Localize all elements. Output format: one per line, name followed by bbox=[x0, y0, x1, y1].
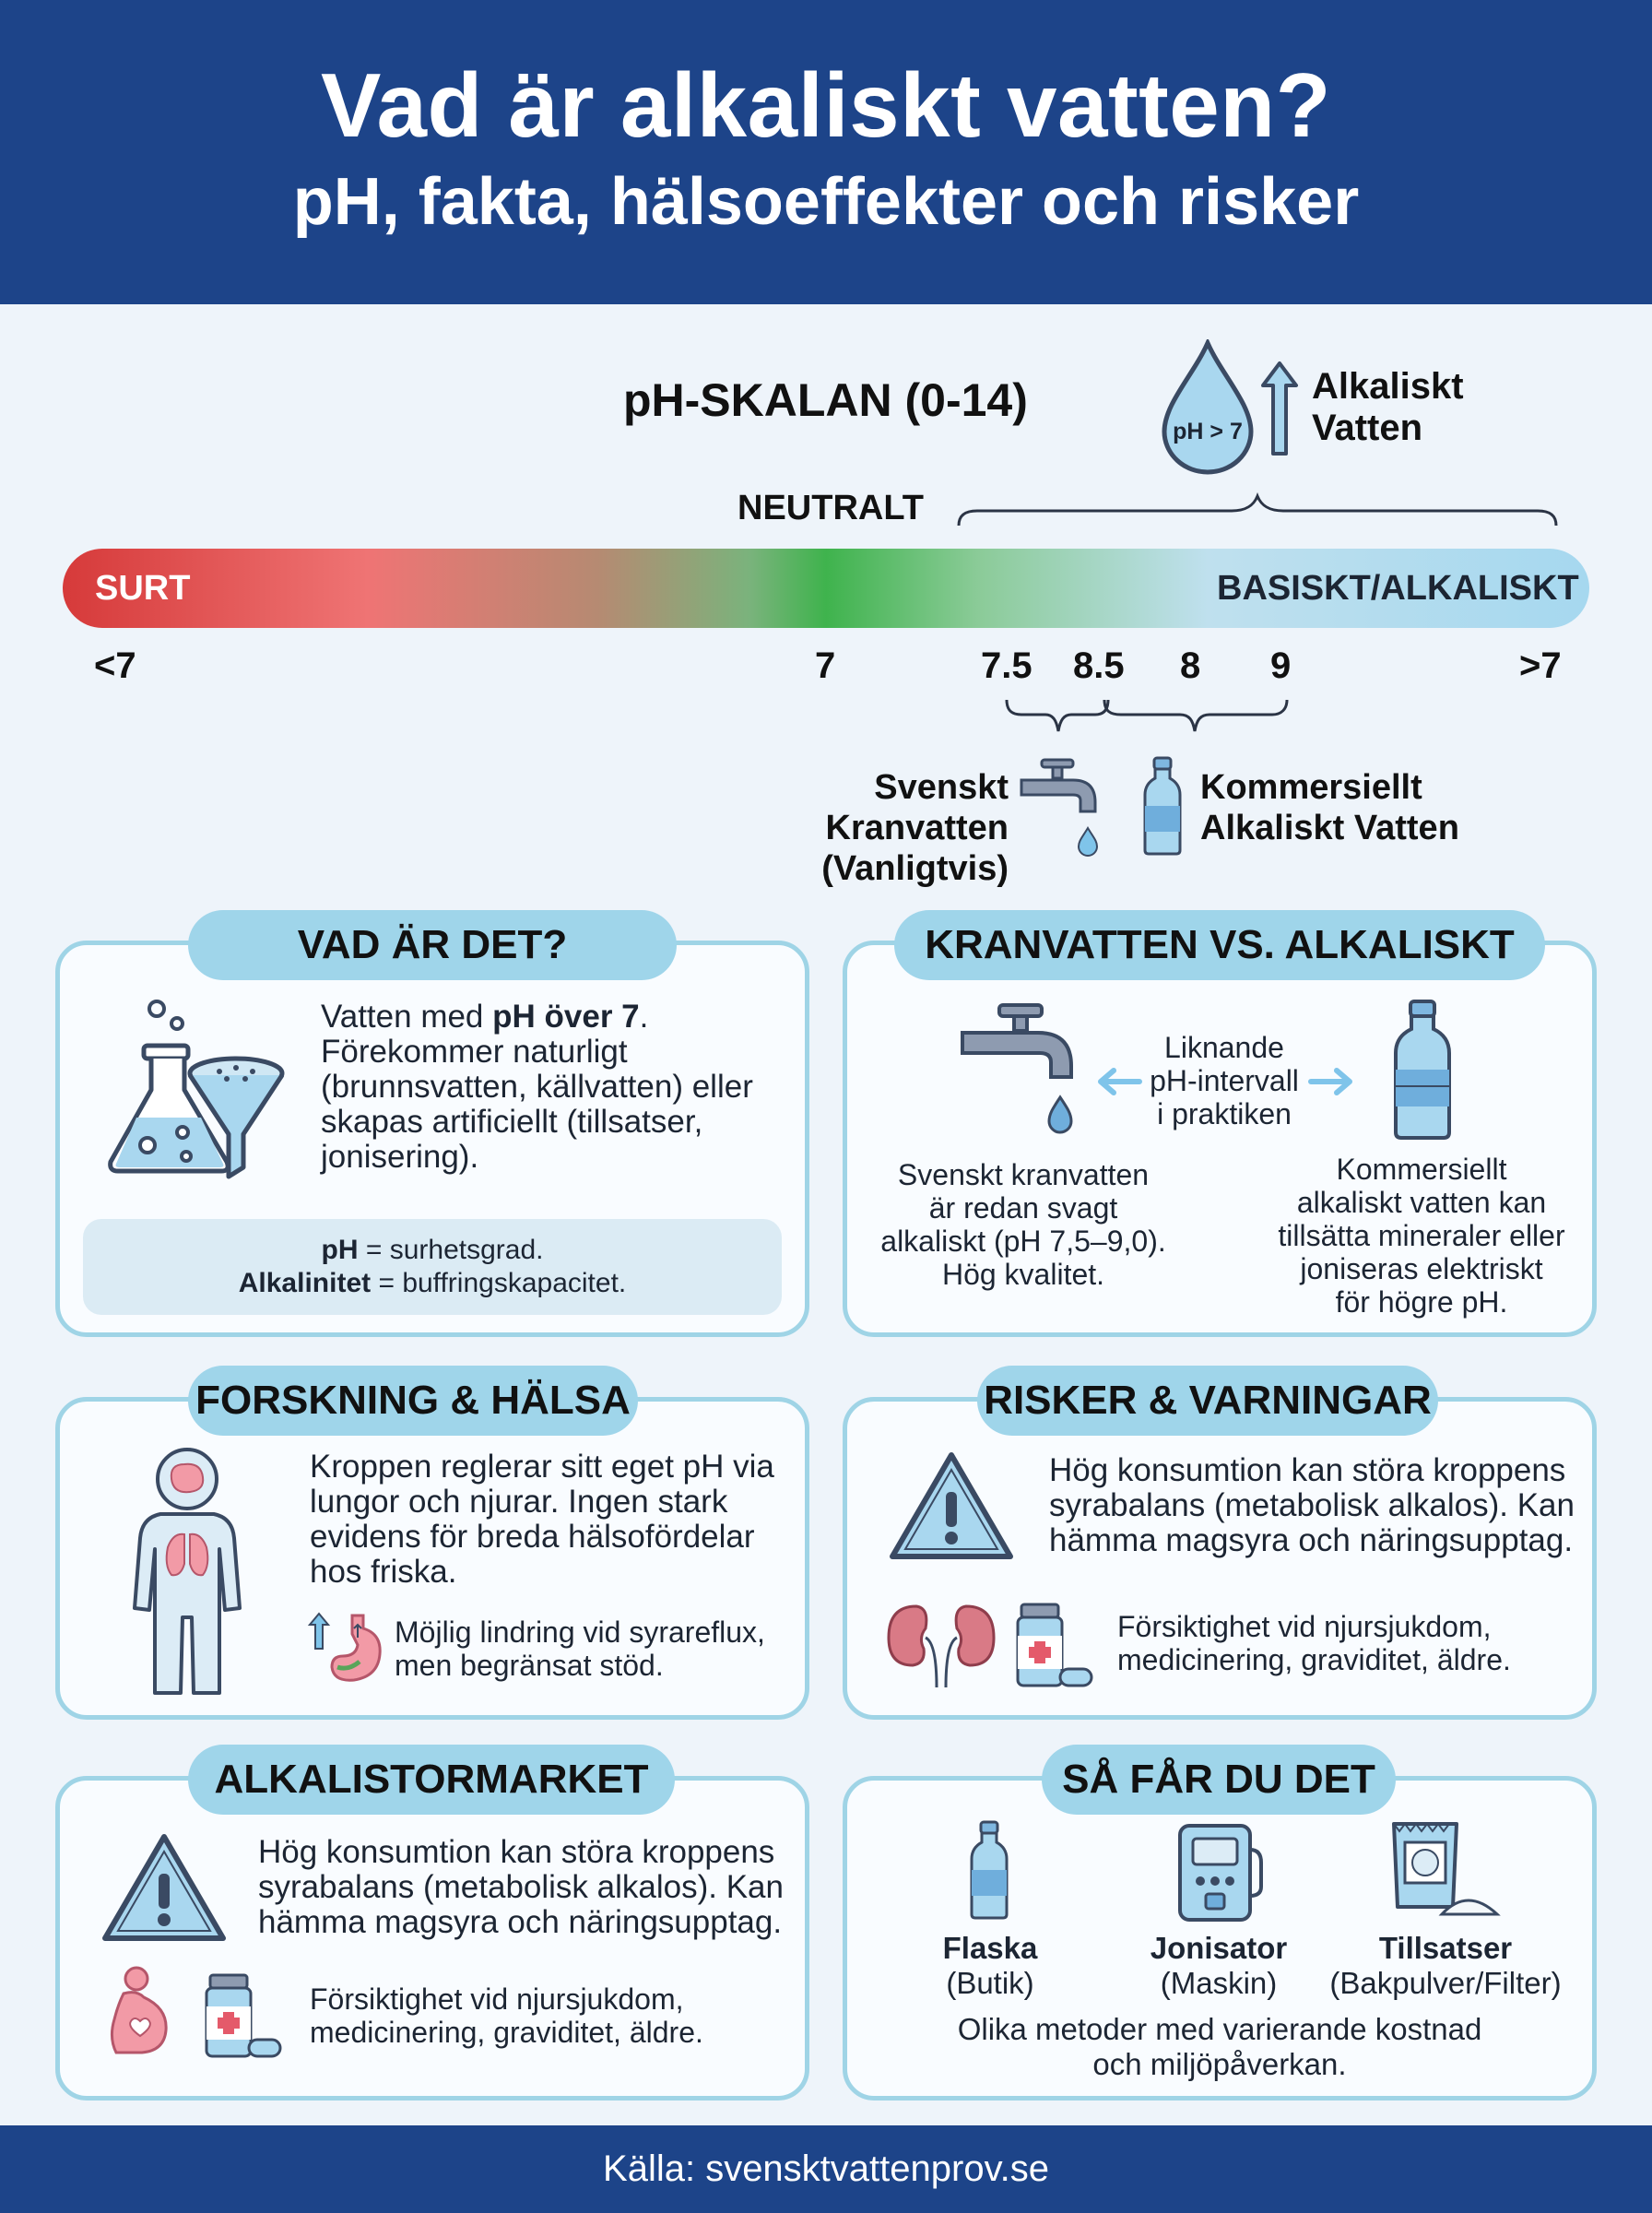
market-sub-note: Försiktighet vid njursjukdom, medicinering, graviditet, äldre. bbox=[310, 1982, 703, 2049]
ionizer-icon bbox=[1174, 1822, 1263, 1923]
howto-summary: Olika metoder med varierande kostnad och miljöpåverkan. bbox=[957, 2012, 1482, 2081]
bottle-icon bbox=[1139, 754, 1186, 858]
method-item-ionizer: Jonisator (Maskin) bbox=[1150, 1931, 1288, 2000]
arrow-left-icon bbox=[1097, 1068, 1143, 1095]
neutral-label: NEUTRALT bbox=[738, 489, 924, 527]
funnel-icon bbox=[184, 1053, 288, 1182]
drop-ph-label: pH > 7 bbox=[1173, 419, 1243, 444]
tick-range-braces bbox=[1005, 696, 1291, 739]
arrow-right-icon bbox=[1307, 1068, 1353, 1095]
commercial-water-note: Kommersiellt Alkaliskt Vatten bbox=[1200, 768, 1459, 847]
research-description: Kroppen reglerar sitt eget pH via lungor och njurar. Ingen stark evidens för breda hälsofördelar hos friska. bbox=[310, 1449, 774, 1590]
research-sub-note: Möjlig lindring vid syrareflux, men begränsat stöd. bbox=[395, 1615, 765, 1682]
tick-label: 7.5 bbox=[981, 645, 1032, 686]
card-title-research: FORSKNING & HÄLSA bbox=[188, 1366, 638, 1436]
alkaline-range-brace bbox=[955, 492, 1560, 529]
bottle-icon bbox=[966, 1818, 1012, 1922]
tick-label: >7 bbox=[1519, 645, 1562, 686]
tick-label: 8 bbox=[1180, 645, 1201, 686]
what-description: Vatten med pH över 7. Förekommer naturligt (brunnsvatten, källvatten) eller skapas artificiellt (tillsatser, jonisering). bbox=[321, 999, 753, 1175]
method-item-additives: Tillsatser (Bakpulver/Filter) bbox=[1329, 1931, 1562, 2000]
tick-label: <7 bbox=[94, 645, 136, 686]
kidneys-icon bbox=[883, 1601, 999, 1689]
human-body-icon bbox=[127, 1446, 247, 1698]
stomach-icon bbox=[306, 1610, 385, 1686]
medicine-icon bbox=[1012, 1601, 1095, 1689]
warning-icon bbox=[100, 1831, 229, 1946]
tick-label: 7 bbox=[815, 645, 836, 686]
ph-scale-title: pH-SKALAN (0-14) bbox=[623, 374, 1028, 426]
bottle-icon bbox=[1390, 998, 1455, 1142]
tap-icon bbox=[959, 1000, 1080, 1138]
arrow-up-icon bbox=[1259, 360, 1300, 457]
card-title-compare: KRANVATTEN VS. ALKALISKT bbox=[894, 910, 1545, 980]
market-description: Hög konsumtion kan störa kroppens syrabalans (metabolisk alkalos). Kan hämma magsyra och näringsupptag. bbox=[258, 1834, 784, 1940]
header-banner bbox=[0, 0, 1652, 304]
card-title-risks: RISKER & VARNINGAR bbox=[977, 1366, 1438, 1436]
medicine-icon bbox=[201, 1971, 284, 2060]
method-item-bottle: Flaska (Butik) bbox=[942, 1931, 1038, 2000]
definition-box: pH = surhetsgrad. Alkalinitet = buffringskapacitet. bbox=[83, 1219, 782, 1315]
basic-label: BASISKT/ALKALISKT bbox=[1217, 569, 1579, 608]
card-title-howto: SÅ FÅR DU DET bbox=[1042, 1745, 1396, 1815]
tap-water-description: Svenskt kranvatten är redan svagt alkaliskt (pH 7,5–9,0). Hög kvalitet. bbox=[880, 1158, 1166, 1291]
powder-packet-icon bbox=[1386, 1818, 1501, 1922]
commercial-water-description: Kommersiellt alkaliskt vatten kan tillsätta mineraler eller joniseras elektriskt för högre pH. bbox=[1278, 1153, 1565, 1319]
tap-icon bbox=[1016, 754, 1104, 858]
source-footer: Källa: svensktvattenprov.se bbox=[0, 2125, 1652, 2213]
tick-label: 9 bbox=[1270, 645, 1292, 686]
compare-middle-text: Liknande pH-intervall i praktiken bbox=[1150, 1031, 1299, 1130]
tick-label: 8.5 bbox=[1073, 645, 1125, 686]
page-subtitle: pH, fakta, hälsoeffekter och risker bbox=[292, 165, 1360, 239]
acidic-label: SURT bbox=[95, 569, 191, 608]
water-drop-icon bbox=[1157, 339, 1258, 476]
warning-icon bbox=[887, 1450, 1016, 1564]
card-title-what: VAD ÄR DET? bbox=[188, 910, 677, 980]
card-title-market: ALKALISTORMARKET bbox=[188, 1745, 675, 1815]
risks-description: Hög konsumtion kan störa kroppens syrabalans (metabolisk alkalos). Kan hämma magsyra och näringsupptag. bbox=[1049, 1452, 1575, 1558]
pregnant-icon bbox=[100, 1964, 173, 2058]
tap-water-note: Svenskt Kranvatten (Vanligtvis) bbox=[821, 768, 1009, 888]
risks-sub-note: Försiktighet vid njursjukdom, medicinering, graviditet, äldre. bbox=[1117, 1610, 1511, 1676]
page-title: Vad är alkaliskt vatten? bbox=[321, 54, 1331, 156]
alkaline-water-label: Alkaliskt Vatten bbox=[1312, 366, 1464, 448]
